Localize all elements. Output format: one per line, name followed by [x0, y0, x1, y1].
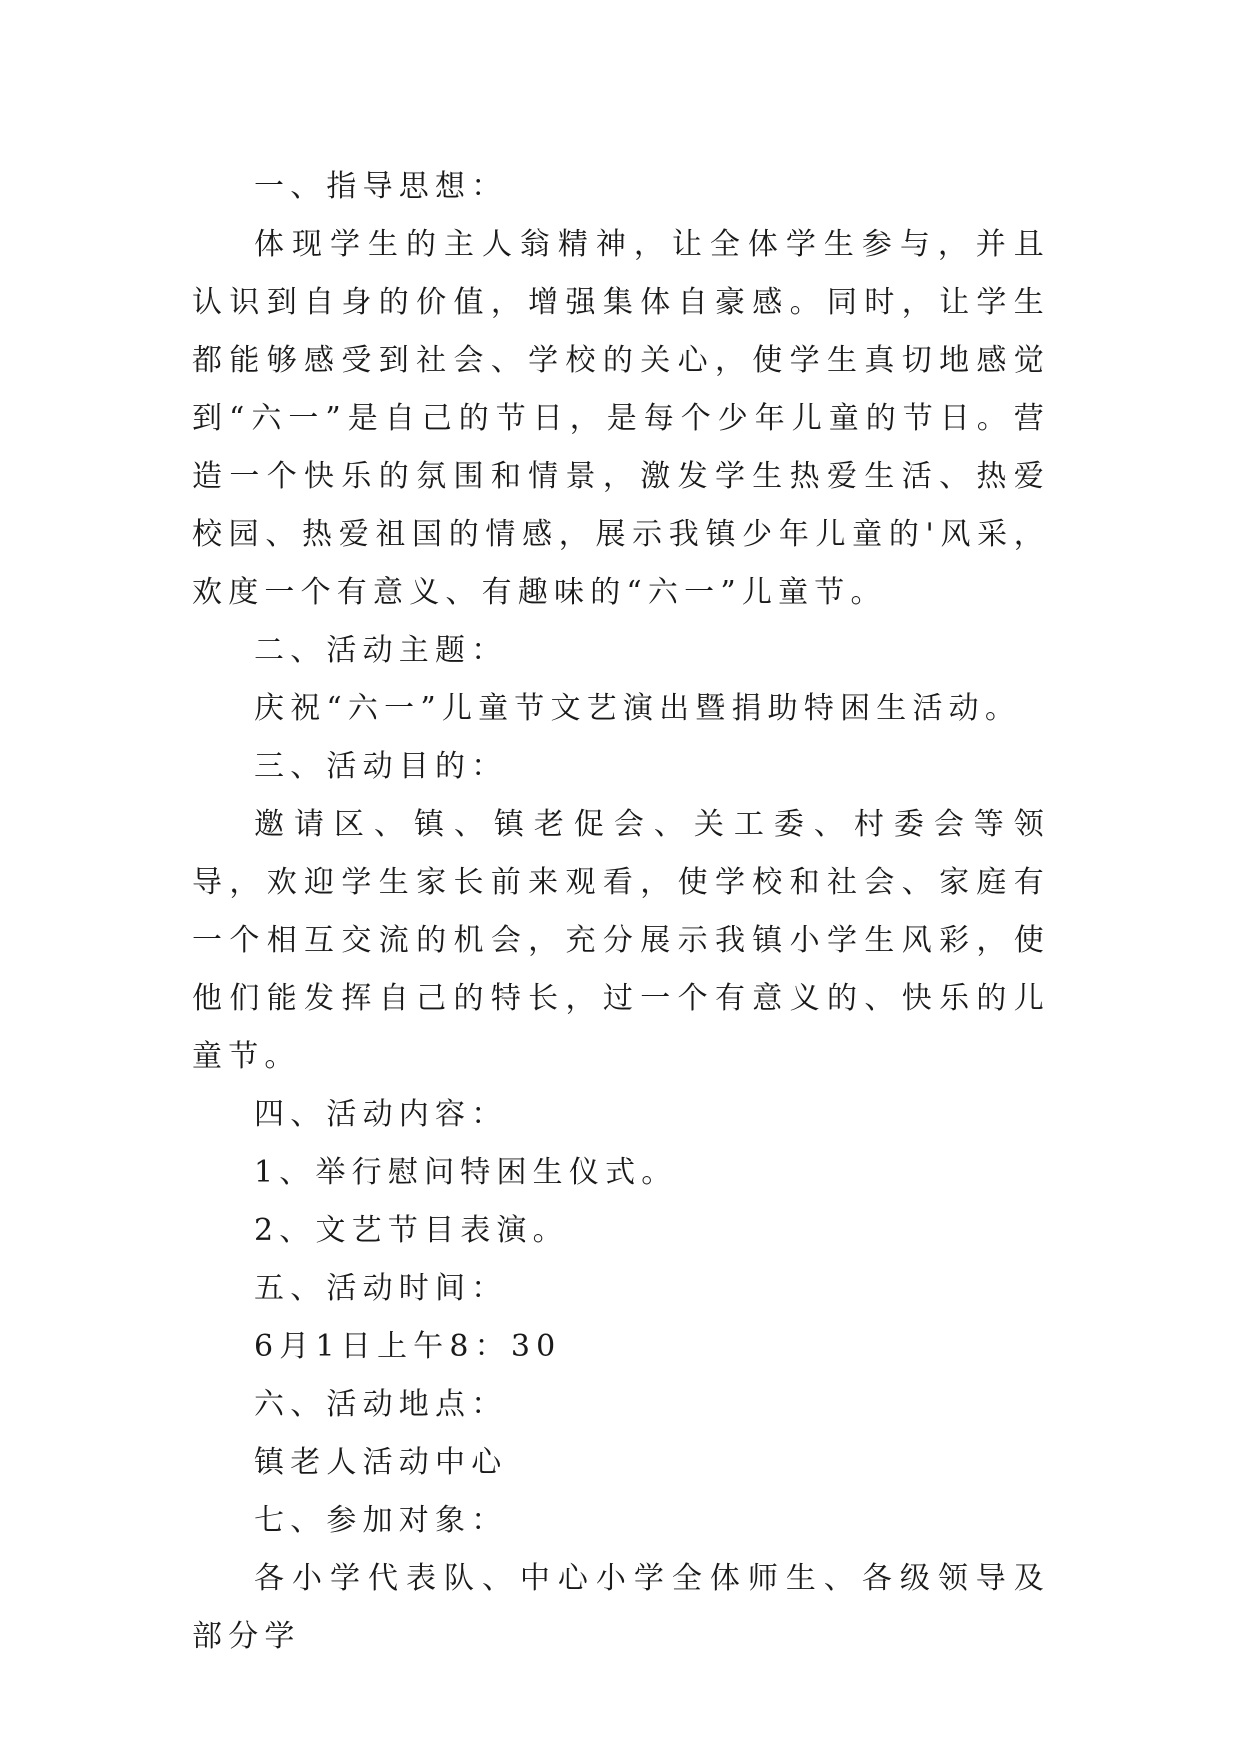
paragraph-activity-purpose: 邀请区、镇、镇老促会、关工委、村委会等领导，欢迎学生家长前来观看，使学校和社会、家庭有一个相互交流的机会，充分展示我镇小学生风彩，使他们能发挥自己的特长，过一个有意义的、快乐的儿童节。 [192, 807, 1050, 1074]
section-heading-activity-theme: 二、活动主题： [254, 633, 508, 668]
document-body [192, 158, 1050, 1666]
paragraph-activity-time: 6月1日上午8：30 [254, 1329, 562, 1364]
paragraph-participants: 各小学代表队、中心小学全体师生、各级领导及部分学 [192, 1561, 1050, 1654]
section-heading-guiding-ideology: 一、指导思想： [254, 169, 508, 204]
paragraph-activity-theme: 庆祝“六一”儿童节文艺演出暨捐助特困生活动。 [254, 691, 1022, 726]
list-item-content-1: 1、举行慰问特困生仪式。 [254, 1155, 678, 1190]
paragraph-activity-location: 镇老人活动中心 [254, 1445, 508, 1480]
section-heading-activity-time: 五、活动时间： [254, 1271, 508, 1306]
section-heading-activity-location: 六、活动地点： [254, 1387, 508, 1422]
section-heading-activity-content: 四、活动内容： [254, 1097, 508, 1132]
list-item-content-2: 2、文艺节目表演。 [254, 1213, 569, 1248]
section-heading-activity-purpose: 三、活动目的： [254, 749, 508, 784]
paragraph-guiding-ideology: 体现学生的主人翁精神，让全体学生参与，并且认识到自身的价值，增强集体自豪感。同时，让学生都能够感受到社会、学校的关心，使学生真切地感觉到“六一”是自己的节日，是每个少年儿童的节日。营造一个快乐的氛围和情景，激发学生热爱生活、热爱校园、热爱祖国的情感，展示我镇少年儿童的'风采，欢度一个有意义、有趣味的“六一”儿童节。 [192, 227, 1050, 610]
section-heading-participants: 七、参加对象： [254, 1503, 508, 1538]
